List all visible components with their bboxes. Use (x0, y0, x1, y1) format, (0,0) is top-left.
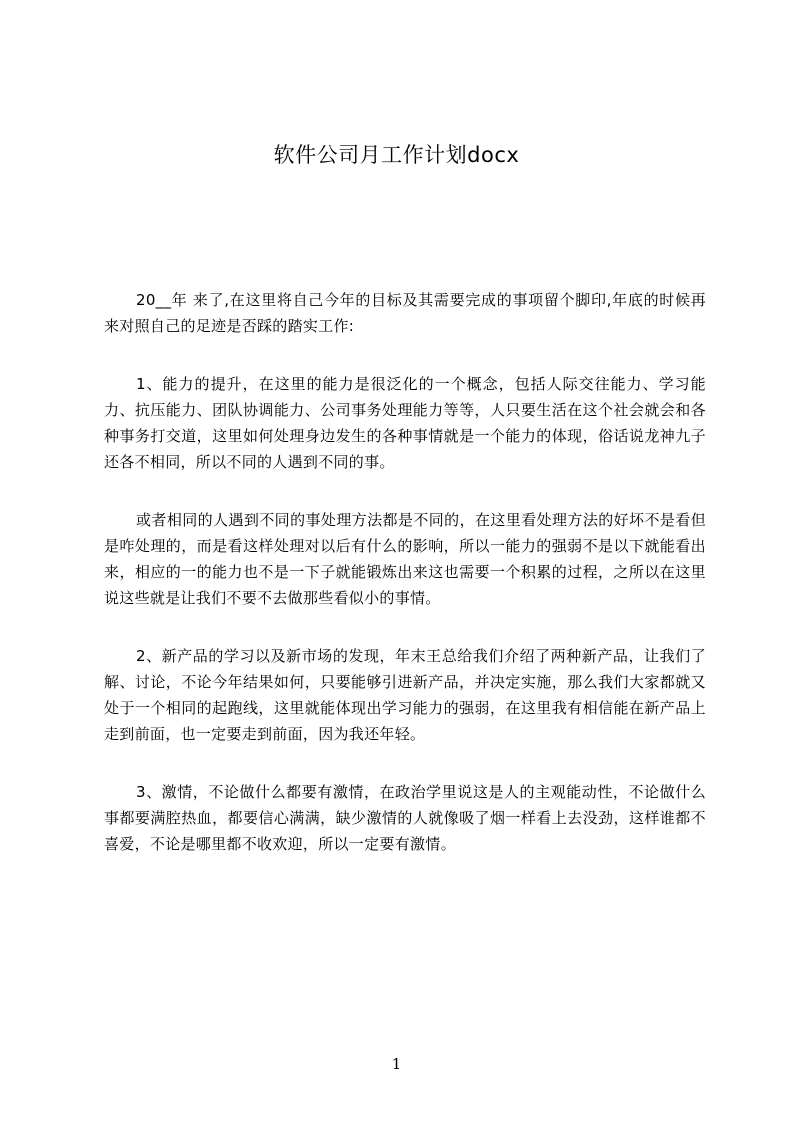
paragraph-new-products: 2、新产品的学习以及新市场的发现，年末王总给我们介绍了两种新产品，让我们了解、讨论，不论今年结果如何，只要能够引进新产品，并决定实施，那么我们大家都就又处于一个相同的起跑线，这里就能体现出学习能力的强弱，在这里我有相信能在新产品上走到前面，也一定要走到前面，因为我还年轻。 (104, 647, 706, 743)
paragraph-intro: 20__年 来了,在这里将自己今年的目标及其需要完成的事项留个脚印,年底的时候再来对照自己的足迹是否踩的踏实工作: (104, 291, 706, 335)
paragraph-passion: 3、激情，不论做什么都要有激情，在政治学里说这是人的主观能动性，不论做什么事都要满腔热血，都要信心满满，缺少激情的人就像吸了烟一样看上去没劲，这样谁都不喜爱，不论是哪里都不收欢迎，所以一定要有激情。 (104, 783, 706, 853)
page-number: 1 (391, 1055, 402, 1073)
document-body (104, 287, 706, 889)
document-title: 软件公司月工作计划docx (273, 143, 520, 167)
paragraph-ability: 1、能力的提升，在这里的能力是很泛化的一个概念，包括人际交往能力、学习能力、抗压能力、团队协调能力、公司事务处理能力等等，人只要生活在这个社会就会和各种事务打交道，这里如何处理身边发生的各种事情就是一个能力的体现，俗话说龙神九子还各不相同，所以不同的人遇到不同的事。 (104, 375, 706, 471)
paragraph-handling: 或者相同的人遇到不同的事处理方法都是不同的，在这里看处理方法的好坏不是看但是咋处理的，而是看这样处理对以后有什么的影响，所以一能力的强弱不是以下就能看出来，相应的一的能力也不是一下子就能锻炼出来这也需要一个积累的过程，之所以在这里说这些就是让我们不要不去做那些看似小的事情。 (104, 511, 706, 607)
